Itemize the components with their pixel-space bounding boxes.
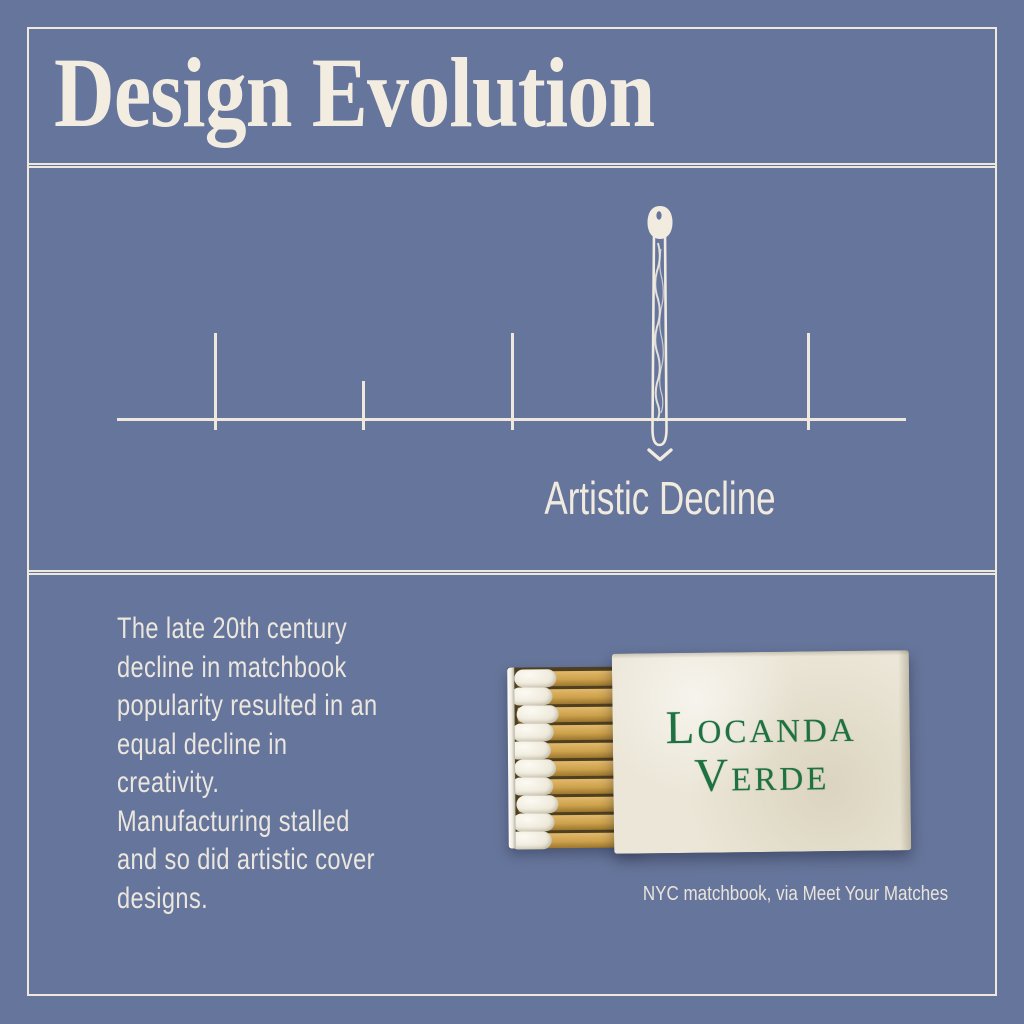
timeline-label: Artistic Decline xyxy=(544,472,776,524)
matchbox-photo xyxy=(505,648,915,860)
photo-caption: NYC matchbook, via Meet Your Matches xyxy=(642,883,949,905)
body-line: designs. xyxy=(117,881,209,915)
timeline-tick xyxy=(511,333,514,430)
matchbox-brand-text: Locanda Verde xyxy=(665,699,857,802)
body-line: popularity resulted in an xyxy=(117,689,378,722)
title-divider xyxy=(29,163,995,168)
matchbox-cover-fold xyxy=(612,650,909,659)
timeline-divider xyxy=(29,570,995,575)
body-line: and so did artistic cover xyxy=(117,843,375,876)
body-line: Manufacturing stalled xyxy=(117,804,350,838)
body-paragraph xyxy=(117,610,378,918)
match-illustration-icon xyxy=(638,205,682,450)
body-line: creativity. xyxy=(117,766,220,799)
matchbox-cover-edge xyxy=(898,650,911,850)
body-line: equal decline in xyxy=(117,727,288,761)
matchbox-cover xyxy=(612,650,911,854)
page-title: Design Evolution xyxy=(54,37,655,148)
chevron-down-icon xyxy=(647,448,673,462)
timeline-tick xyxy=(214,333,217,430)
body-line: decline in matchbook xyxy=(117,650,347,684)
timeline-tick xyxy=(362,381,365,430)
timeline-tick xyxy=(807,333,810,430)
body-line: The late 20th century xyxy=(117,612,348,645)
